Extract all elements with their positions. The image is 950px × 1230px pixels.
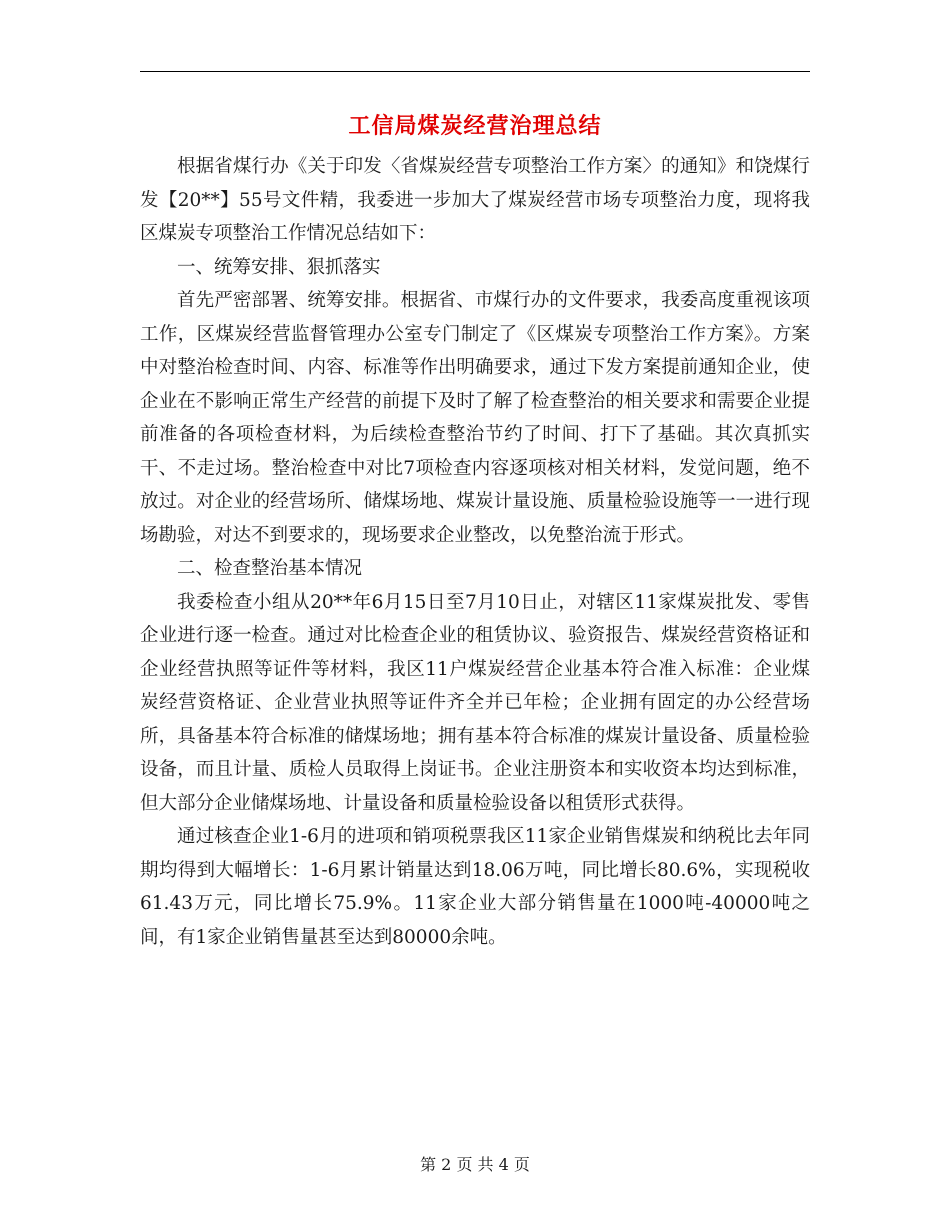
- document-title: 工信局煤炭经营治理总结: [348, 113, 602, 139]
- section-heading-2: 二、检查整治基本情况: [177, 558, 363, 579]
- paragraph-sales-stats: 通过核查企业1-6月的进项和销项税票我区11家企业销售煤炭和纳税比去年同期均得到大幅增长：1-6月累计销量达到18.06万吨，同比增长80.6%，实现税收61.43万元，同比增长75.9%。11家企业大部分销售量在1000吨-40000吨之间，有1家企业销售量甚至达到80000余吨。: [140, 826, 810, 948]
- page-number: 第 2 页 共 4 页: [420, 1155, 530, 1174]
- paragraph-section-1: 首先严密部署、统筹安排。根据省、市煤行办的文件要求，我委高度重视该项工作，区煤炭经营监督管理办公室专门制定了《区煤炭专项整治工作方案》。方案中对整治检查时间、内容、标准等作出明确要求，通过下发方案提前通知企业，使企业在不影响正常生产经营的前提下及时了解了检查整治的相关要求和需要企业提前准备的各项检查材料，为后续检查整治节约了时间、打下了基础。其次真抓实干、不走过场。整治检查中对比7项检查内容逐项核对相关材料，发觉问题，绝不放过。对企业的经营场所、储煤场地、煤炭计量设施、质量检验设施等一一进行现场勘验，对达不到要求的，现场要求企业整改，以免整治流于形式。: [140, 290, 810, 546]
- paragraph-section-2: 我委检查小组从20**年6月15日至7月10日止，对辖区11家煤炭批发、零售企业进行逐一检查。通过对比检查企业的租赁协议、验资报告、煤炭经营资格证和企业经营执照等证件等材料，我区11户煤炭经营企业基本符合准入标准：企业煤炭经营资格证、企业营业执照等证件齐全并已年检；企业拥有固定的办公经营场所，具备基本符合标准的储煤场地；拥有基本符合标准的煤炭计量设备、质量检验设备，而且计量、质检人员取得上岗证书。企业注册资本和实收资本均达到标准，但大部分企业储煤场地、计量设备和质量检验设备以租赁形式获得。: [140, 591, 810, 814]
- document-body: [140, 150, 810, 954]
- section-heading-1: 一、统筹安排、狠抓落实: [177, 256, 381, 278]
- header-rule: [140, 71, 810, 72]
- paragraph-intro: 根据省煤行办《关于印发〈省煤炭经营专项整治工作方案〉的通知》和饶煤行发【20**】55号文件精，我委进一步加大了煤炭经营市场专项整治力度，现将我区煤炭专项整治工作情况总结如下：: [140, 156, 810, 244]
